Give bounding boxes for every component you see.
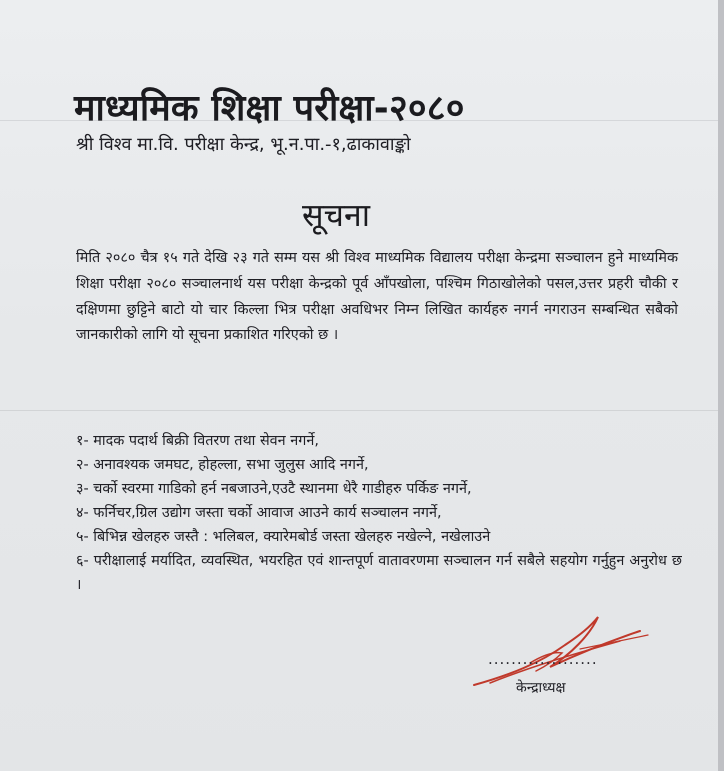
rule-item: १- मादक पदार्थ बिक्री वितरण तथा सेवन नगर्ने, bbox=[76, 433, 319, 449]
background-edge bbox=[718, 0, 724, 771]
rule-item: २- अनावश्यक जमघट, होहल्ला, सभा जुलुस आदि नगर्ने, bbox=[76, 457, 369, 473]
notice-title: माध्यमिक शिक्षा परीक्षा-२०८० bbox=[74, 88, 465, 129]
notice-body: मिति २०८० चैत्र १५ गते देखि २३ गते सम्म यस श्री विश्व माध्यमिक विद्यालय परीक्षा केन्द्रमा सञ्चालन हुने माध्यमिक शिक्षा परीक्षा २०८० सञ्चालनार्थ यस परीक्षा केन्द्रको पूर्व आँपखोला, पश्चिम गिठाखोलेको पसल,उत्तर प्रहरी चौकी र दक्षिणमा छुट्टिने बाटो यो चार किल्ला भित्र परीक्षा अवधिभर निम्न लिखित कार्यहरु नगर्न नगराउन सम्बन्धित सबैको जानकारीको लागि यो सूचना प्रकाशित गरिएको छ । bbox=[76, 250, 678, 344]
rule-item: ५- बिभिन्न खेलहरु जस्तै : भलिबल, क्यारेमबोर्ड जस्ता खेलहरु नखेल्ने, नखेलाउने bbox=[76, 529, 491, 545]
signature-line: ................... bbox=[488, 650, 598, 668]
rule-item: ४- फर्निचर,ग्रिल उद्योग जस्ता चर्को आवाज आउने कार्य सञ्चालन नगर्ने, bbox=[76, 505, 442, 521]
rule-item: ६- परीक्षालाई मर्यादित, व्यवस्थित, भयरहित एवं शान्तपूर्ण वातावरणमा सञ्चालन गर्न सबैले सहयोग गर्नुहुन अनुरोध छ । bbox=[76, 553, 682, 593]
rules-list bbox=[76, 429, 682, 597]
notice-subtitle: श्री विश्व मा.वि. परीक्षा केन्द्र, भू.न.पा.-१,ढाकावाङ्को bbox=[76, 134, 411, 155]
notice-heading: सूचना bbox=[302, 196, 371, 234]
signer-title: केन्द्राध्यक्ष bbox=[516, 680, 566, 696]
rule-item: ३- चर्को स्वरमा गाडिको हर्न नबजाउने,एउटै स्थानमा धेरै गाडीहरु पर्किङ नगर्ने, bbox=[76, 481, 472, 497]
paper-fold-line bbox=[0, 410, 718, 411]
